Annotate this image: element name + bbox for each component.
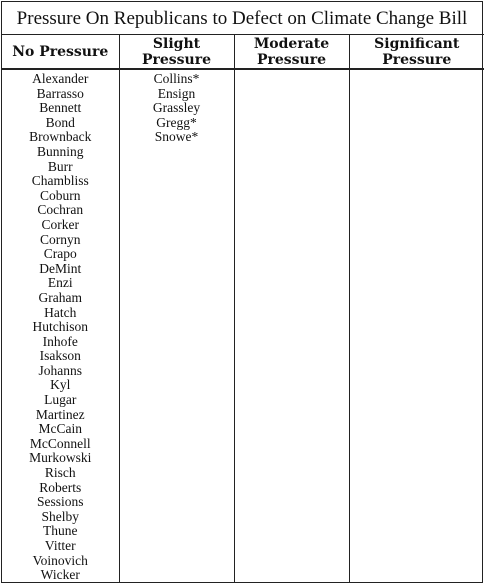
pressure-table — [2, 34, 484, 583]
senator-name: Cornyn — [40, 231, 81, 247]
senator-name: Enzi — [47, 275, 73, 291]
senator-name: Corker — [41, 216, 79, 232]
senator-name: Vitter — [44, 538, 76, 553]
senator-name: Lugar — [44, 392, 77, 408]
header-row — [2, 35, 484, 70]
senator-name: Hatch — [44, 304, 77, 320]
senator-name: Bunning — [36, 143, 84, 159]
body-row — [2, 69, 484, 583]
senator-name: Voinovich — [32, 552, 88, 568]
senator-name: Hutchison — [32, 319, 88, 335]
senator-name: McCain — [38, 421, 82, 437]
column-slight-pressure — [119, 69, 234, 583]
senator-name: Graham — [38, 289, 82, 305]
column-header-no-pressure: No Pressure — [2, 35, 119, 70]
senator-name: Snowe* — [154, 129, 199, 145]
senator-name: McConnell — [29, 435, 91, 451]
senator-name: Wicker — [40, 567, 80, 583]
column-header-moderate-pressure: Moderate Pressure — [234, 35, 349, 70]
senator-name: Cochran — [37, 202, 84, 218]
senator-name: Grassley — [152, 100, 201, 116]
senator-name: Isakson — [39, 348, 81, 364]
table-frame — [1, 1, 483, 583]
senator-name: Shelby — [41, 508, 79, 524]
column-significant-pressure — [349, 69, 484, 583]
senator-name: Thune — [43, 523, 78, 539]
senator-name: Risch — [44, 465, 76, 481]
senator-name: Ensign — [157, 85, 196, 101]
senator-name: Martinez — [35, 406, 85, 422]
column-header-significant-pressure: Significant Pressure — [349, 35, 484, 70]
senator-name: Bennett — [39, 100, 82, 116]
senator-list-moderate-pressure — [235, 70, 349, 72]
senator-name: Collins* — [153, 71, 200, 86]
senator-name: DeMint — [39, 260, 82, 276]
senator-list-no-pressure — [2, 70, 119, 583]
senator-name: Alexander — [32, 71, 89, 86]
senator-name: Kyl — [50, 377, 71, 393]
senator-name: Johanns — [38, 362, 82, 378]
senator-name: Barrasso — [36, 85, 84, 101]
column-header-slight-pressure: Slight Pressure — [119, 35, 234, 70]
senator-name: Brownback — [29, 129, 92, 145]
senator-name: Inhofe — [42, 333, 78, 349]
senator-name: Burr — [47, 158, 73, 174]
senator-name: Crapo — [43, 246, 77, 262]
senator-name: Murkowski — [29, 450, 92, 466]
column-no-pressure — [2, 69, 119, 583]
senator-name: Coburn — [40, 187, 81, 203]
senator-name: Roberts — [39, 479, 82, 495]
senator-list-slight-pressure — [120, 70, 234, 145]
senator-name: Chambliss — [31, 173, 89, 189]
senator-name: Sessions — [36, 494, 84, 510]
table-title: Pressure On Republicans to Defect on Climate Change Bill — [2, 2, 482, 35]
senator-name: Gregg* — [156, 114, 197, 130]
senator-name: Bond — [45, 114, 75, 130]
column-moderate-pressure — [234, 69, 349, 583]
senator-list-significant-pressure — [350, 70, 485, 72]
